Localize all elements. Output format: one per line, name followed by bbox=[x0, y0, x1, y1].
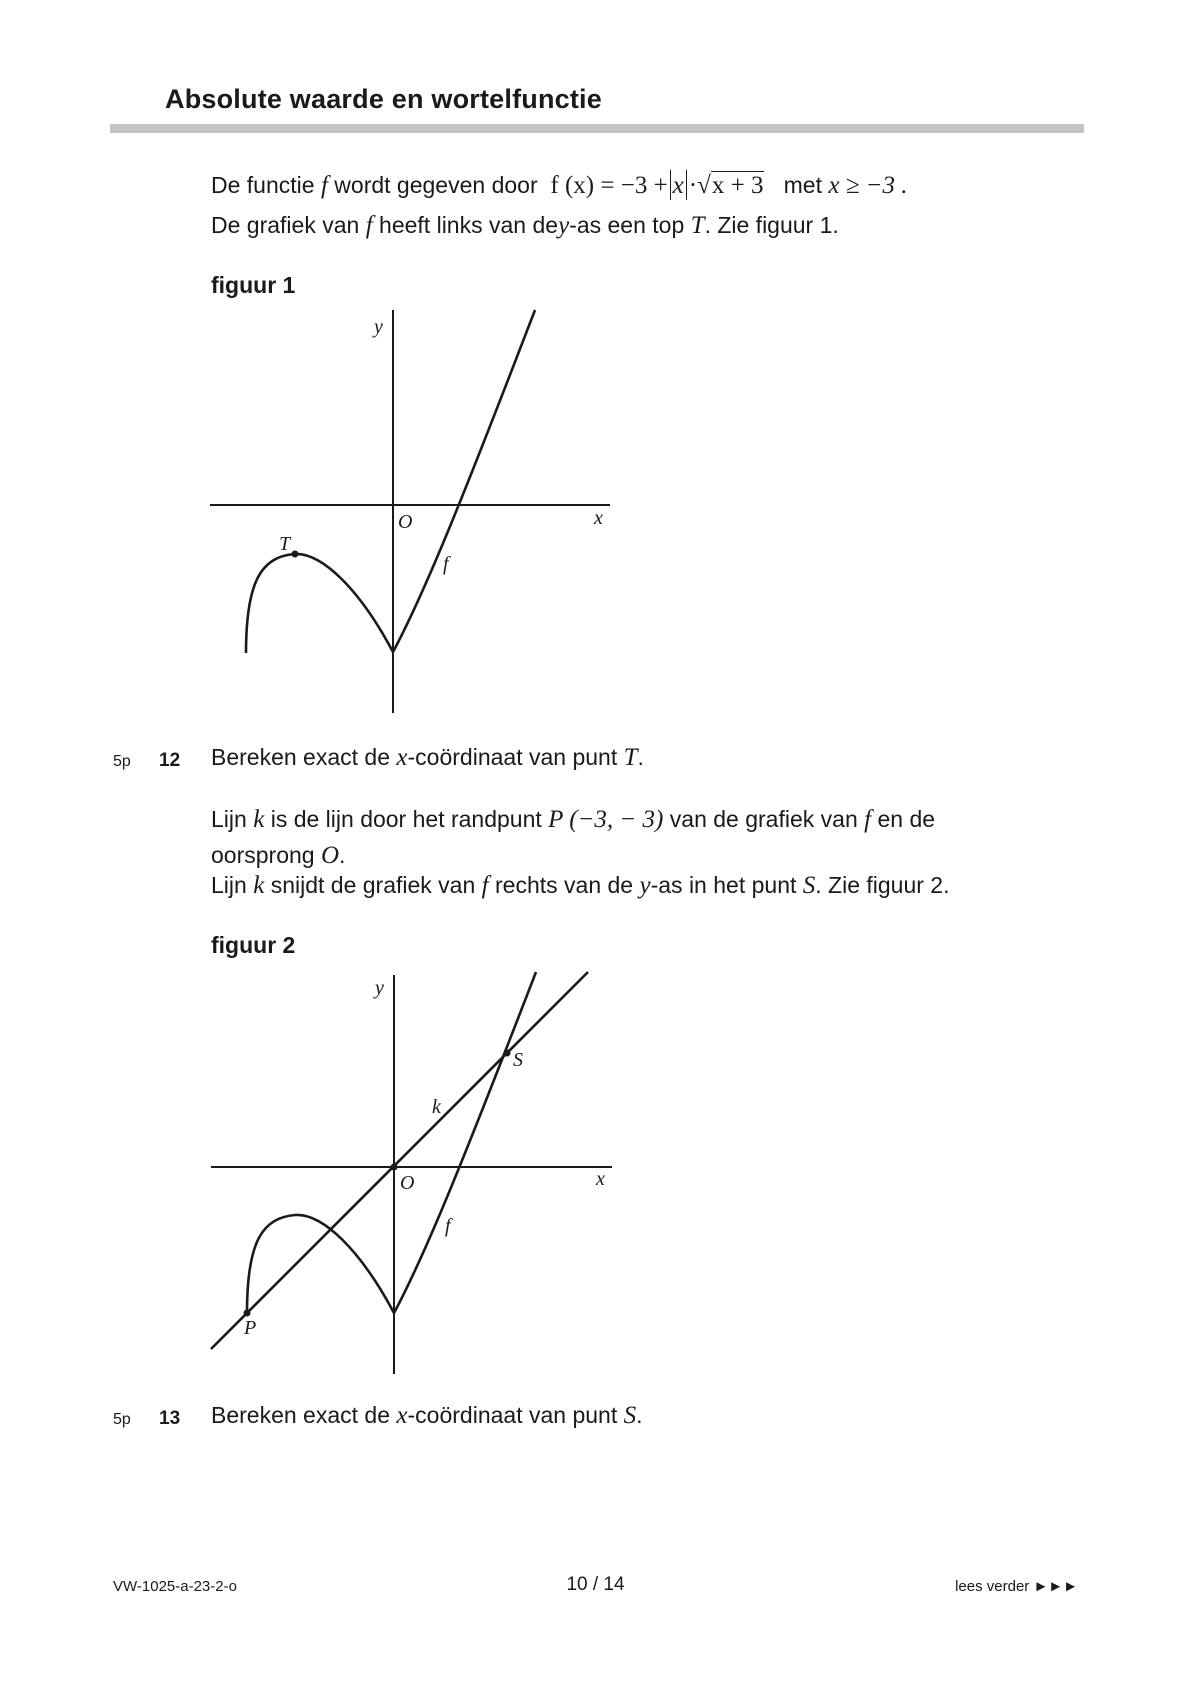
curve-f-label-2: f bbox=[445, 1215, 451, 1237]
curve-f-label: f bbox=[443, 553, 449, 575]
curve-f-right bbox=[393, 310, 535, 652]
q12-text bbox=[211, 744, 644, 772]
point-T-symbol: T bbox=[690, 212, 705, 239]
q13-text bbox=[211, 1402, 643, 1430]
point-T-dot bbox=[292, 551, 299, 558]
function-symbol: f bbox=[864, 806, 872, 833]
intro-text: De grafiek van bbox=[211, 212, 360, 238]
x-symbol: x bbox=[396, 744, 408, 771]
x-symbol: x bbox=[396, 1402, 408, 1429]
lijn-text: rechts van de bbox=[495, 872, 634, 898]
origin-label-2: O bbox=[400, 1172, 415, 1194]
q12-text-part: -coördinaat van punt bbox=[407, 744, 618, 770]
function-symbol: f bbox=[320, 172, 328, 199]
formula-sqrt-body: x + 3 bbox=[711, 172, 764, 199]
intro-text: -as een top bbox=[569, 212, 685, 238]
continue-indicator: lees verder ►►► bbox=[955, 1578, 1078, 1595]
origin-dot bbox=[391, 1164, 398, 1171]
section-title: Absolute waarde en wortelfunctie bbox=[165, 84, 602, 114]
point-S-label: S bbox=[513, 1049, 523, 1071]
lijn-text: -as in het punt bbox=[650, 872, 797, 898]
point-P-coords: P (−3, − 3) bbox=[548, 806, 664, 833]
k-symbol: k bbox=[253, 806, 265, 833]
q12-text-part: Bereken exact de bbox=[211, 744, 391, 770]
page-number: 10 / 14 bbox=[566, 1574, 625, 1595]
function-symbol: f bbox=[481, 872, 489, 899]
formula-abs-var: x bbox=[672, 172, 684, 199]
q13-number: 13 bbox=[159, 1408, 181, 1429]
x-axis-label-2: x bbox=[596, 1168, 605, 1190]
intro-text: De functie bbox=[211, 172, 315, 198]
lijn-text: . Zie figuur 2. bbox=[815, 872, 950, 898]
y-symbol: y bbox=[639, 872, 651, 899]
lijn-text: en de bbox=[877, 806, 936, 832]
function-symbol: f bbox=[365, 212, 373, 239]
intro-text: heeft links van de bbox=[379, 212, 559, 238]
q12-text-part: . bbox=[637, 744, 644, 770]
figure-1-label: figuur 1 bbox=[211, 272, 296, 298]
point-P-dot bbox=[244, 1310, 251, 1317]
point-S-dot bbox=[504, 1050, 511, 1057]
q12-number: 12 bbox=[159, 750, 181, 771]
point-T-label: T bbox=[279, 533, 291, 555]
k-symbol: k bbox=[253, 872, 265, 899]
formula-dot: · bbox=[688, 172, 698, 199]
point-S-symbol: S bbox=[802, 872, 816, 899]
y-symbol: y bbox=[558, 212, 570, 239]
q13-text-part: -coördinaat van punt bbox=[407, 1402, 618, 1428]
lijn-text: . bbox=[339, 842, 346, 868]
intro-text: wordt gegeven door bbox=[334, 172, 538, 198]
formula-lhs: f (x) = −3 + bbox=[550, 172, 668, 199]
intro-text: met bbox=[783, 172, 822, 198]
q13-text-part: . bbox=[636, 1402, 643, 1428]
y-axis-label-2: y bbox=[375, 977, 384, 999]
lijn-line-1 bbox=[211, 802, 935, 837]
point-T-symbol: T bbox=[623, 744, 638, 771]
line-k bbox=[211, 972, 588, 1349]
origin-symbol: O bbox=[320, 842, 340, 869]
figure-2-label: figuur 2 bbox=[211, 932, 296, 958]
lijn-line-3 bbox=[211, 868, 950, 903]
intro-text: . Zie figuur 1. bbox=[704, 212, 839, 238]
formula-domain: x ≥ −3 . bbox=[828, 172, 908, 199]
lijn-text: is de lijn door het randpunt bbox=[270, 806, 542, 832]
curve-f-right-2 bbox=[394, 972, 536, 1313]
origin-label: O bbox=[398, 511, 413, 533]
point-S-symbol: S bbox=[623, 1402, 637, 1429]
lijn-text: oorsprong bbox=[211, 842, 315, 868]
curve-f-left bbox=[246, 554, 393, 653]
y-axis-label: y bbox=[374, 316, 383, 338]
q13-text-part: Bereken exact de bbox=[211, 1402, 391, 1428]
x-axis-label: x bbox=[594, 507, 603, 529]
lijn-text: snijdt de grafiek van bbox=[270, 872, 476, 898]
curve-f-left-2 bbox=[247, 1215, 394, 1313]
exam-code: VW-1025-a-23-2-o bbox=[113, 1578, 237, 1595]
q13-points: 5p bbox=[113, 1411, 131, 1428]
lijn-text: Lijn bbox=[211, 806, 247, 832]
point-P-label: P bbox=[244, 1317, 257, 1339]
lijn-text: van de grafiek van bbox=[669, 806, 858, 832]
q12-points: 5p bbox=[113, 753, 131, 770]
line-k-label: k bbox=[432, 1096, 441, 1118]
lijn-text: Lijn bbox=[211, 872, 247, 898]
sqrt-sign: √ bbox=[697, 172, 711, 199]
